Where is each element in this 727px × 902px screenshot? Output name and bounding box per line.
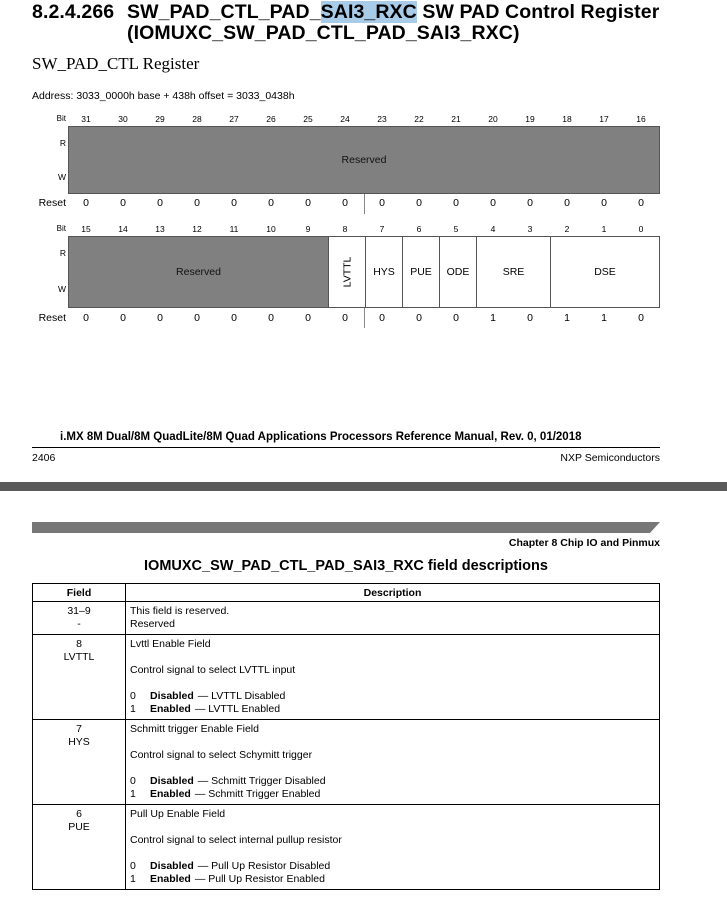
register-lower-fields bbox=[68, 236, 660, 308]
field-descriptions-table bbox=[32, 583, 660, 890]
field-pue: PUE bbox=[402, 237, 439, 307]
description-line: This field is reserved. bbox=[130, 605, 230, 617]
bit-number: 19 bbox=[525, 114, 535, 124]
reset-value: 0 bbox=[268, 197, 274, 209]
enum-text: — Schmitt Trigger Enabled bbox=[194, 788, 321, 800]
bit-number: 28 bbox=[192, 114, 202, 124]
reset-value: 0 bbox=[379, 312, 385, 324]
field-cell bbox=[33, 805, 126, 890]
enum-key: Disabled bbox=[150, 690, 194, 702]
reset-value: 0 bbox=[157, 197, 163, 209]
enum-code: 0 bbox=[130, 860, 136, 872]
reset-value: 0 bbox=[453, 197, 459, 209]
reset-value: 1 bbox=[564, 312, 570, 324]
description-cell bbox=[126, 720, 660, 805]
bit-number: 1 bbox=[601, 224, 607, 234]
bit-number: 8 bbox=[342, 224, 348, 234]
enum-text: — Pull Up Resistor Enabled bbox=[194, 873, 325, 885]
enum-key: Disabled bbox=[150, 775, 194, 787]
enum-key: Disabled bbox=[150, 860, 194, 872]
column-header-field: Field bbox=[33, 584, 126, 602]
bit-number: 30 bbox=[118, 114, 128, 124]
page-break-divider bbox=[0, 482, 727, 491]
reset-value: 0 bbox=[83, 312, 89, 324]
field-lvttl bbox=[328, 237, 365, 307]
reset-label: Reset bbox=[38, 312, 66, 324]
bit-number: 16 bbox=[636, 114, 646, 124]
reset-value: 0 bbox=[342, 312, 348, 324]
description-title: Schmitt trigger Enable Field bbox=[130, 723, 259, 735]
enum-code: 0 bbox=[130, 775, 136, 787]
description-detail: Control signal to select Schymitt trigger bbox=[130, 749, 313, 761]
column-header-description: Description bbox=[126, 584, 660, 602]
bit-number: 20 bbox=[488, 114, 498, 124]
bit-number: 17 bbox=[599, 114, 609, 124]
reset-label: Reset bbox=[38, 197, 66, 209]
reset-value: 1 bbox=[601, 312, 607, 324]
description-title: Lvttl Enable Field bbox=[130, 638, 211, 650]
bit-number: 21 bbox=[451, 114, 461, 124]
bit-number: 29 bbox=[155, 114, 165, 124]
reset-value: 0 bbox=[527, 312, 533, 324]
reset-value: 0 bbox=[305, 197, 311, 209]
enum-code: 1 bbox=[130, 788, 136, 800]
enum-key: Enabled bbox=[150, 703, 191, 715]
footer-rule bbox=[32, 447, 660, 448]
reset-value: 0 bbox=[638, 312, 644, 324]
bit-number: 2 bbox=[564, 224, 570, 234]
bit-number: 5 bbox=[453, 224, 459, 234]
field-bits: 31–9 bbox=[67, 605, 91, 617]
reset-value: 0 bbox=[120, 197, 126, 209]
bit-number: 12 bbox=[192, 224, 202, 234]
table-row bbox=[33, 720, 660, 805]
section-number: 8.2.4.266 bbox=[32, 1, 115, 23]
field-cell bbox=[33, 635, 126, 720]
field-cell bbox=[33, 720, 126, 805]
bit-number: 0 bbox=[638, 224, 644, 234]
enum-key: Enabled bbox=[150, 873, 191, 885]
bit-number: 26 bbox=[266, 114, 276, 124]
bit-number: 4 bbox=[490, 224, 496, 234]
bit-number: 23 bbox=[377, 114, 387, 124]
register-subhead: SW_PAD_CTL Register bbox=[32, 54, 200, 73]
chapter-label: Chapter 8 Chip IO and Pinmux bbox=[508, 537, 660, 549]
enum-value-0 bbox=[130, 690, 655, 703]
table-row bbox=[33, 635, 660, 720]
footer-title: i.MX 8M Dual/8M QuadLite/8M Quad Applications Processors Reference Manual, Rev. 0, 01/2018 bbox=[60, 431, 582, 443]
reserved-field-upper: Reserved bbox=[69, 127, 659, 193]
bit-number: 11 bbox=[229, 224, 239, 234]
description-title: Pull Up Enable Field bbox=[130, 808, 226, 820]
reset-value: 0 bbox=[416, 197, 422, 209]
enum-code: 1 bbox=[130, 873, 136, 885]
enum-value-1 bbox=[130, 703, 655, 716]
enum-value-1 bbox=[130, 873, 655, 886]
field-lvttl-label: LVTTL bbox=[340, 256, 353, 288]
enum-text: — LVTTL Disabled bbox=[197, 690, 286, 702]
bit-number: 13 bbox=[155, 224, 165, 234]
reserved-field-lower: Reserved bbox=[69, 237, 328, 307]
field-name: - bbox=[77, 618, 81, 630]
reset-value: 0 bbox=[194, 197, 200, 209]
reset-value: 0 bbox=[416, 312, 422, 324]
reset-value: 0 bbox=[379, 197, 385, 209]
description-detail: Control signal to select LVTTL input bbox=[130, 664, 296, 676]
reset-value: 0 bbox=[638, 197, 644, 209]
reset-value: 0 bbox=[120, 312, 126, 324]
write-label: W bbox=[57, 284, 66, 294]
bit-number: 10 bbox=[266, 224, 276, 234]
read-label: R bbox=[59, 138, 66, 148]
bit-number: 6 bbox=[416, 224, 422, 234]
bit-number: 27 bbox=[229, 114, 239, 124]
table-row bbox=[33, 805, 660, 890]
bit-number: 15 bbox=[81, 224, 91, 234]
description-cell bbox=[126, 805, 660, 890]
enum-code: 1 bbox=[130, 703, 136, 715]
enum-text: — Schmitt Trigger Disabled bbox=[197, 775, 326, 787]
heading-line2: (IOMUXC_SW_PAD_CTL_PAD_SAI3_RXC) bbox=[127, 22, 520, 44]
reset-value: 1 bbox=[490, 312, 496, 324]
field-bits: 8 bbox=[76, 638, 82, 650]
field-name: LVTTL bbox=[63, 651, 95, 663]
chapter-header-bar bbox=[32, 522, 660, 533]
reset-value: 0 bbox=[157, 312, 163, 324]
bit-number: 22 bbox=[414, 114, 424, 124]
description-cell bbox=[126, 602, 660, 635]
heading-prefix: SW_PAD_CTL_PAD_ bbox=[127, 1, 321, 23]
field-hys: HYS bbox=[365, 237, 402, 307]
reset-value: 0 bbox=[601, 197, 607, 209]
field-dse: DSE bbox=[550, 237, 659, 307]
table-row bbox=[33, 602, 660, 635]
enum-code: 0 bbox=[130, 690, 136, 702]
heading-suffix: SW PAD Control Register bbox=[416, 1, 660, 23]
bit-number: 31 bbox=[81, 114, 91, 124]
bit-label: Bit bbox=[56, 224, 66, 233]
bit-number: 14 bbox=[118, 224, 128, 234]
heading-highlight: SAI3_RXC bbox=[320, 1, 417, 23]
enum-value-0 bbox=[130, 860, 655, 873]
register-upper bbox=[32, 114, 660, 214]
reset-value: 0 bbox=[231, 312, 237, 324]
bit-number: 24 bbox=[340, 114, 350, 124]
enum-text: — Pull Up Resistor Disabled bbox=[197, 860, 331, 872]
column-separator bbox=[364, 308, 365, 328]
reset-value: 0 bbox=[342, 197, 348, 209]
register-address: Address: 3033_0000h base + 438h offset = 3033_0438h bbox=[32, 90, 295, 102]
page-gap bbox=[0, 491, 727, 521]
enum-key: Enabled bbox=[150, 788, 191, 800]
company-name: NXP Semiconductors bbox=[560, 452, 660, 464]
enum-value-0 bbox=[130, 775, 655, 788]
field-ode: ODE bbox=[439, 237, 476, 307]
reset-value: 0 bbox=[564, 197, 570, 209]
column-separator bbox=[364, 194, 365, 214]
bit-number: 3 bbox=[527, 224, 533, 234]
register-lower bbox=[32, 224, 660, 328]
reset-value: 0 bbox=[83, 197, 89, 209]
field-sre: SRE bbox=[476, 237, 550, 307]
bit-number: 9 bbox=[305, 224, 311, 234]
reset-value: 0 bbox=[268, 312, 274, 324]
enum-text: — LVTTL Enabled bbox=[194, 703, 281, 715]
field-name: HYS bbox=[68, 736, 90, 748]
page-number: 2406 bbox=[32, 452, 56, 464]
reset-value: 0 bbox=[305, 312, 311, 324]
reset-value: 0 bbox=[231, 197, 237, 209]
reset-value: 0 bbox=[527, 197, 533, 209]
description-detail: Control signal to select internal pullup resistor bbox=[130, 834, 342, 846]
bit-label: Bit bbox=[56, 114, 66, 123]
write-label: W bbox=[57, 172, 66, 182]
reset-value: 0 bbox=[194, 312, 200, 324]
section-heading bbox=[32, 2, 712, 44]
field-name: PUE bbox=[68, 821, 90, 833]
bit-number: 7 bbox=[379, 224, 385, 234]
enum-value-1 bbox=[130, 788, 655, 801]
reset-value: 0 bbox=[453, 312, 459, 324]
read-label: R bbox=[59, 248, 66, 258]
field-bits: 7 bbox=[76, 723, 82, 735]
field-cell bbox=[33, 602, 126, 635]
description-line: Reserved bbox=[130, 618, 175, 630]
description-cell bbox=[126, 635, 660, 720]
bit-number: 18 bbox=[562, 114, 572, 124]
register-upper-fields bbox=[68, 126, 660, 194]
bit-number: 25 bbox=[303, 114, 313, 124]
table-header-row bbox=[33, 584, 660, 602]
field-bits: 6 bbox=[76, 808, 82, 820]
reset-value: 0 bbox=[490, 197, 496, 209]
table-title: IOMUXC_SW_PAD_CTL_PAD_SAI3_RXC field descriptions bbox=[144, 558, 548, 574]
